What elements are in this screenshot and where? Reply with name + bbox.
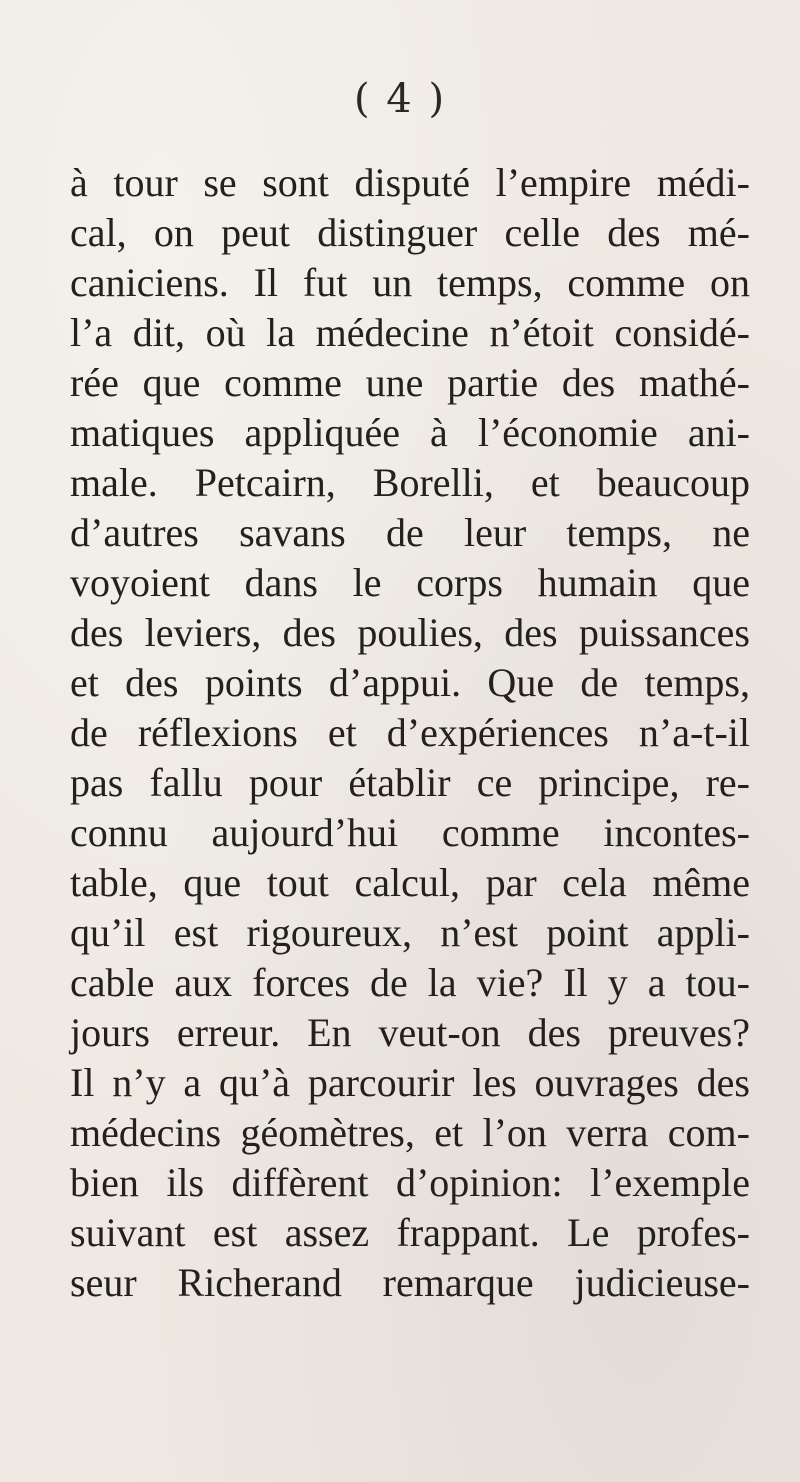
text-line-6: matiques appliquée à l’économie ani-	[70, 410, 750, 455]
text-line-8: d’autres savans de leur temps, ne	[70, 510, 750, 555]
text-line-10: des leviers, des poulies, des puissances	[70, 610, 750, 655]
text-line-15: table, que tout calcul, par cela même	[70, 860, 750, 905]
text-line-16: qu’il est rigoureux, n’est point appli-	[70, 910, 750, 955]
text-line-20: médecins géomètres, et l’on verra com-	[70, 1110, 750, 1155]
text-line-9: voyoient dans le corps humain que	[70, 560, 750, 605]
text-line-12: de réflexions et d’expériences n’a-t-il	[70, 710, 750, 755]
body-text	[70, 158, 750, 1308]
text-line-18: jours erreur. En veut-on des preuves?	[70, 1010, 750, 1055]
text-line-1: à tour se sont disputé l’empire médi-	[70, 160, 750, 205]
page-number: ( 4 )	[353, 76, 447, 122]
text-line-7: male. Petcairn, Borelli, et beaucoup	[70, 460, 750, 505]
text-line-17: cable aux forces de la vie? Il y a tou-	[70, 960, 750, 1005]
text-line-2: cal, on peut distinguer celle des mé-	[70, 210, 750, 255]
text-line-13: pas fallu pour établir ce principe, re-	[70, 760, 750, 805]
text-line-4: l’a dit, où la médecine n’étoit considé-	[70, 310, 750, 355]
text-line-22: suivant est assez frappant. Le profes-	[70, 1210, 750, 1255]
text-line-14: connu aujourd’hui comme incontes-	[70, 810, 750, 855]
text-line-3: caniciens. Il fut un temps, comme on	[70, 260, 750, 305]
text-line-21: bien ils diffèrent d’opinion: l’exemple	[70, 1160, 750, 1205]
text-line-5: rée que comme une partie des mathé-	[70, 360, 750, 405]
text-line-11: et des points d’appui. Que de temps,	[70, 660, 750, 705]
text-line-19: Il n’y a qu’à parcourir les ouvrages des	[70, 1060, 750, 1105]
text-line-23: seur Richerand remarque judicieuse-	[70, 1260, 750, 1305]
